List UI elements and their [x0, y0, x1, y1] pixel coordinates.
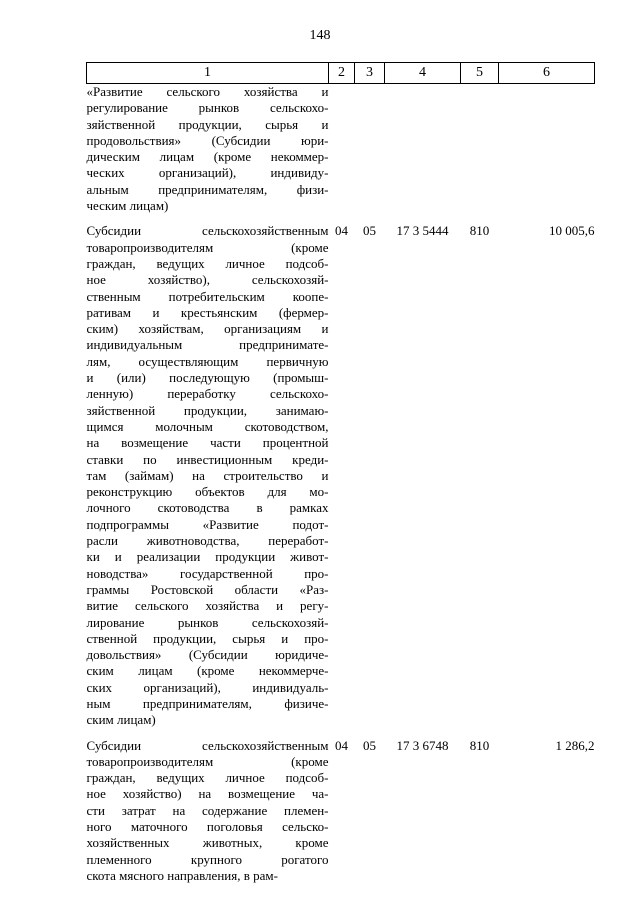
- amount: 1 286,2: [555, 737, 595, 753]
- spacer-cell: [499, 214, 595, 223]
- description-line: граждан, ведущих личное подсоб-: [86, 770, 329, 786]
- description-line: ставки по инвестиционным креди-: [86, 451, 329, 467]
- spacer-cell: [355, 214, 385, 223]
- description-line: ским лицам (кроме некоммерче-: [86, 663, 329, 679]
- target-article-code: [385, 84, 461, 215]
- row-spacer: [87, 214, 595, 223]
- description-line: витие сельского хозяйства и регу-: [86, 598, 329, 614]
- expense-type-code: 810: [469, 737, 490, 753]
- description-line: ским) хозяйствам, организациям и: [86, 321, 329, 337]
- amount: 10 005,6: [549, 223, 595, 239]
- description-line: ративам и крестьянским (фермер-: [86, 304, 329, 320]
- description-line: граммы Ростовской области «Раз-: [86, 581, 329, 597]
- row-description: [87, 84, 329, 215]
- description-line: альным предпринимателям, физи-: [86, 181, 329, 197]
- description-line: и (или) последующую (промыш-: [86, 370, 329, 386]
- description-line: на возмещение части процентной: [86, 435, 329, 451]
- spacer-cell: [87, 729, 329, 738]
- spacer-cell: [87, 214, 329, 223]
- spacer-cell: [329, 214, 355, 223]
- header-col-1: 1: [87, 63, 329, 84]
- amount: [499, 84, 595, 215]
- description-line: подпрограммы «Развитие подот-: [86, 516, 329, 532]
- header-col-3: 3: [355, 63, 385, 84]
- description-line: зяйственной продукции, сырья и: [86, 116, 329, 132]
- row-description: [87, 738, 329, 885]
- description-line: ственной продукции, сырья и про-: [86, 630, 329, 646]
- description-line: племенного крупного рогатого: [86, 851, 329, 867]
- description-line: ное хозяйство) на возмещение ча-: [86, 786, 329, 802]
- spacer-cell: [329, 729, 355, 738]
- description-line: ное хозяйство), сельскохозяй-: [86, 272, 329, 288]
- spacer-cell: [499, 729, 595, 738]
- subsection-code: 05: [363, 223, 376, 239]
- description-line: ным предпринимателям, физиче-: [86, 695, 329, 711]
- table-header-row: [87, 63, 595, 84]
- table-row: [87, 84, 595, 215]
- description-line: сти затрат на содержание племен-: [86, 802, 329, 818]
- spacer-cell: [385, 214, 461, 223]
- header-col-6: 6: [499, 63, 595, 84]
- description-line: лочного скотоводства в рамках: [86, 500, 329, 516]
- description-line: хозяйственных животных, кроме: [86, 835, 329, 851]
- description-line: щимся молочным скотоводством,: [86, 418, 329, 434]
- section-code: 04: [335, 223, 348, 239]
- header-col-2: 2: [329, 63, 355, 84]
- target-article-code: 17 3 5444: [396, 223, 449, 239]
- section-code: [329, 84, 355, 215]
- description-line: ленную) переработку сельскохо-: [86, 386, 329, 402]
- description-line: индивидуальным предпринимате-: [86, 337, 329, 353]
- header-col-4: 4: [385, 63, 461, 84]
- description-line: скота мясного направления, в рам-: [86, 867, 278, 883]
- description-line: продовольствия» (Субсидии юри-: [86, 132, 329, 148]
- description-line: Субсидии сельскохозяйственным: [86, 737, 329, 753]
- description-line: «Развитие сельского хозяйства и: [86, 84, 329, 99]
- expense-type-code: 810: [469, 223, 490, 239]
- description-line: товаропроизводителям (кроме: [86, 239, 329, 255]
- description-line: ческих организаций), индивиду-: [86, 165, 329, 181]
- description-line: зяйственной продукции, занимаю-: [86, 402, 329, 418]
- expense-type-code: [461, 84, 499, 215]
- description-line: ственным потребительским коопе-: [86, 288, 329, 304]
- spacer-cell: [385, 729, 461, 738]
- description-line: регулирование рынков сельскохо-: [86, 100, 329, 116]
- description-line: Субсидии сельскохозяйственным: [86, 223, 329, 239]
- description-line: ским лицам): [86, 712, 156, 728]
- row-description: [87, 223, 329, 728]
- description-line: ного маточного поголовья сельско-: [86, 819, 329, 835]
- description-line: лям, осуществляющим первичную: [86, 353, 329, 369]
- description-line: граждан, ведущих личное подсоб-: [86, 255, 329, 271]
- spacer-cell: [355, 729, 385, 738]
- description-line: довольствия» (Субсидии юридиче-: [86, 647, 329, 663]
- row-spacer: [87, 729, 595, 738]
- description-line: расли животноводства, переработ-: [86, 533, 329, 549]
- section-code: 04: [335, 737, 348, 753]
- spacer-cell: [461, 214, 499, 223]
- description-line: ческим лицам): [86, 198, 169, 214]
- description-line: там (займам) на строительство и: [86, 467, 329, 483]
- description-line: ских организаций), индивидуаль-: [86, 679, 329, 695]
- table-row: [87, 738, 595, 885]
- description-line: ки и реализации продукции живот-: [86, 549, 329, 565]
- page-number: 148: [309, 28, 331, 43]
- table-row: [87, 223, 595, 728]
- description-line: дическим лицам (кроме некоммер-: [86, 149, 329, 165]
- budget-table: [86, 62, 595, 884]
- header-col-5: 5: [461, 63, 499, 84]
- description-line: новодства» государственной про-: [86, 565, 329, 581]
- subsection-code: [355, 84, 385, 215]
- target-article-code: 17 3 6748: [396, 737, 449, 753]
- description-line: реконструкцию объектов для мо-: [86, 484, 329, 500]
- description-line: товаропроизводителям (кроме: [86, 753, 329, 769]
- subsection-code: 05: [363, 737, 376, 753]
- spacer-cell: [461, 729, 499, 738]
- description-line: лирование рынков сельскохозяй-: [86, 614, 329, 630]
